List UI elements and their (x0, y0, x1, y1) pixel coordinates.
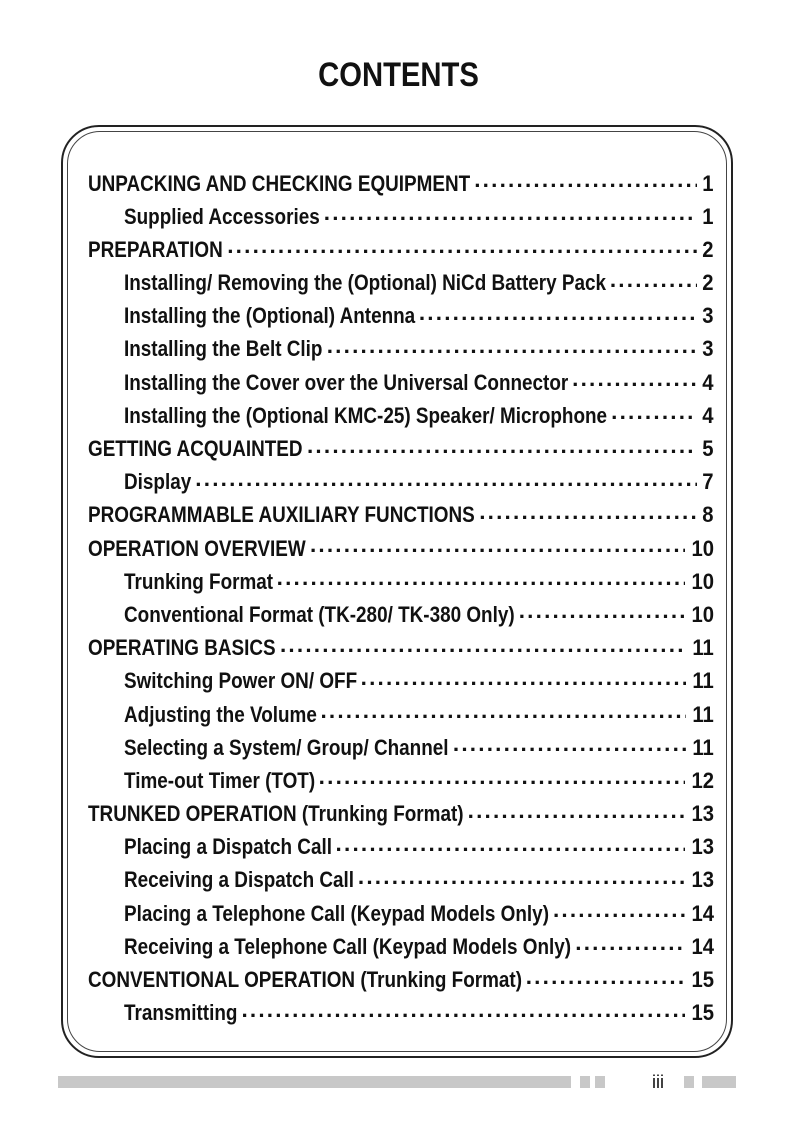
toc-entry-title: Time-out Timer (TOT) (124, 767, 316, 793)
toc-entry-title: Placing a Telephone Call (Keypad Models Only) (124, 900, 549, 926)
dot-leader (553, 898, 685, 921)
toc-entry-page: 15 (691, 967, 714, 992)
toc-entry[interactable] (88, 599, 714, 632)
dot-leader (610, 268, 698, 291)
toc-entry[interactable] (88, 168, 714, 201)
toc-entry[interactable] (88, 434, 714, 467)
toc-entry[interactable] (88, 334, 714, 367)
toc-entry[interactable] (88, 633, 714, 666)
dot-leader (453, 732, 686, 755)
dot-leader (227, 234, 697, 257)
dot-leader (241, 998, 685, 1021)
toc-entry-page: 2 (702, 270, 714, 296)
toc-entry[interactable] (88, 898, 714, 931)
dot-leader (474, 168, 697, 191)
toc-entry-title: UNPACKING AND CHECKING EQUIPMENT (88, 170, 471, 196)
dot-leader (358, 865, 685, 888)
toc-entry-page: 10 (691, 601, 714, 627)
dot-leader (419, 301, 698, 324)
toc-entry-title: Trunking Format (124, 568, 274, 594)
toc-entry-page: 3 (702, 303, 714, 329)
toc-entry[interactable] (88, 666, 714, 699)
dot-leader (611, 400, 697, 423)
toc-entry-page: 11 (692, 668, 714, 694)
dot-leader (468, 799, 685, 822)
dot-leader (280, 633, 686, 656)
toc-entry[interactable] (88, 998, 714, 1031)
toc-entry-page: 7 (702, 469, 714, 495)
toc-entry[interactable] (88, 533, 714, 566)
toc-entry[interactable] (88, 931, 714, 964)
dot-leader (195, 467, 697, 490)
toc-entry-title: Installing/ Removing the (Optional) NiCd Battery Pack (124, 270, 607, 296)
toc-entry-title: PROGRAMMABLE AUXILIARY FUNCTIONS (88, 502, 475, 528)
page-number: iii (652, 1072, 664, 1092)
footer-bar-left (58, 1076, 571, 1088)
footer-bar-right (702, 1076, 736, 1088)
dot-leader (324, 201, 698, 224)
dot-leader (319, 765, 685, 788)
toc-entry[interactable] (88, 500, 714, 533)
footer-square (684, 1076, 694, 1088)
toc-entry-page: 13 (691, 867, 714, 893)
toc-entry-page: 10 (691, 568, 714, 594)
toc-entry[interactable] (88, 699, 714, 732)
toc-entry[interactable] (88, 467, 714, 500)
toc-entry[interactable] (88, 566, 714, 599)
toc-entry-page: 14 (691, 900, 714, 926)
toc-entry-title: OPERATION OVERVIEW (88, 535, 306, 561)
dot-leader (307, 434, 698, 457)
toc-entry[interactable] (88, 765, 714, 798)
toc-entry[interactable] (88, 965, 714, 998)
toc-entry-title: CONVENTIONAL OPERATION (Trunking Format) (88, 967, 523, 992)
toc-entry-title: Installing the Belt Clip (124, 336, 323, 362)
dot-leader (572, 367, 697, 390)
dot-leader (526, 965, 685, 988)
toc-entry-title: Installing the (Optional) Antenna (124, 303, 416, 329)
toc-entry[interactable] (88, 268, 714, 301)
toc-entry[interactable] (88, 732, 714, 765)
toc-entry-title: Receiving a Telephone Call (Keypad Models Only) (124, 933, 572, 959)
toc-entry[interactable] (88, 234, 714, 267)
toc-entry-page: 2 (702, 236, 714, 262)
toc-entry[interactable] (88, 865, 714, 898)
toc-entry[interactable] (88, 301, 714, 334)
toc-entry-page: 15 (691, 1000, 714, 1026)
dot-leader (479, 500, 697, 523)
toc-entry[interactable] (88, 832, 714, 865)
toc-entry-title: PREPARATION (88, 236, 223, 262)
toc-entry-title: Selecting a System/ Group/ Channel (124, 734, 449, 760)
table-of-contents (88, 168, 714, 1031)
toc-entry-page: 1 (702, 170, 714, 196)
toc-entry-page: 13 (691, 801, 714, 827)
toc-entry-page: 4 (702, 402, 714, 428)
dot-leader (361, 666, 687, 689)
toc-entry-title: Switching Power ON/ OFF (124, 668, 358, 694)
toc-entry[interactable] (88, 799, 714, 832)
dot-leader (277, 566, 685, 589)
footer-square (595, 1076, 605, 1088)
toc-entry-page: 10 (691, 535, 714, 561)
dot-leader (519, 599, 685, 622)
dot-leader (336, 832, 685, 855)
toc-entry[interactable] (88, 201, 714, 234)
toc-entry-page: 1 (702, 203, 714, 229)
toc-entry-title: Display (124, 469, 192, 495)
dot-leader (575, 931, 685, 954)
toc-entry-page: 13 (691, 834, 714, 860)
toc-entry-title: GETTING ACQUAINTED (88, 436, 303, 461)
page-title: CONTENTS (318, 56, 479, 94)
toc-entry-title: Receiving a Dispatch Call (124, 867, 355, 893)
toc-entry[interactable] (88, 367, 714, 400)
toc-entry-title: Installing the Cover over the Universal Connector (124, 369, 569, 395)
toc-entry-page: 8 (702, 502, 714, 528)
toc-entry-page: 11 (692, 734, 714, 760)
toc-entry-page: 14 (691, 933, 714, 959)
dot-leader (327, 334, 698, 357)
toc-entry-page: 4 (702, 369, 714, 395)
dot-leader (310, 533, 685, 556)
toc-entry-page: 11 (692, 701, 714, 727)
toc-entry-title: TRUNKED OPERATION (Trunking Format) (88, 801, 464, 827)
toc-entry-page: 12 (691, 767, 714, 793)
footer-square (580, 1076, 590, 1088)
dot-leader (320, 699, 686, 722)
toc-entry-title: Conventional Format (TK-280/ TK-380 Only) (124, 601, 515, 627)
toc-entry-page: 5 (702, 436, 714, 461)
toc-entry-page: 11 (692, 635, 714, 661)
toc-entry-page: 3 (702, 336, 714, 362)
toc-entry[interactable] (88, 400, 714, 433)
toc-entry-title: OPERATING BASICS (88, 635, 276, 661)
toc-entry-title: Installing the (Optional KMC-25) Speaker/ Microphone (124, 402, 608, 428)
toc-entry-title: Transmitting (124, 1000, 238, 1026)
toc-entry-title: Adjusting the Volume (124, 701, 317, 727)
toc-entry-title: Placing a Dispatch Call (124, 834, 332, 860)
toc-entry-title: Supplied Accessories (124, 203, 320, 229)
